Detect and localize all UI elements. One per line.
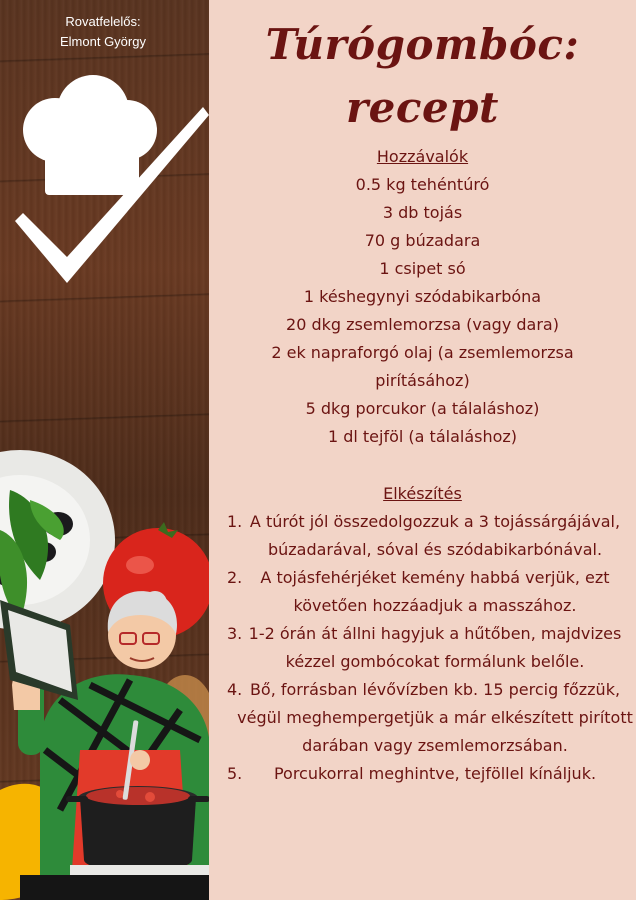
step-text: Bő, forrásban lévővízben kb. 15 percig főzzük, végül meghempergetjük a már elkészített pirított darában vagy zsemlemorzsában. — [237, 680, 633, 755]
grandma-cooking-illustration — [0, 420, 209, 900]
ingredient-item: 20 dkg zsemlemorzsa (vagy dara) — [286, 315, 559, 334]
ingredient-item: 70 g búzadara — [364, 231, 481, 250]
step-text: 1-2 órán át állni hagyjuk a hűtőben, majdvizes kézzel gombócokat formálunk belőle. — [248, 624, 622, 671]
recipe-panel — [209, 0, 636, 900]
editor-credit — [28, 12, 178, 52]
step-number: 1. — [227, 512, 243, 531]
pot-shape — [80, 798, 196, 871]
editor-name: Elmont György — [60, 34, 146, 49]
step-item — [227, 508, 633, 564]
ingredient-item: 5 dkg porcukor (a tálaláshoz) — [305, 399, 540, 418]
ingredient-item: 1 késhegynyi szódabikarbóna — [303, 287, 542, 306]
step-item — [227, 676, 633, 760]
ingredients-heading: Hozzávalók — [376, 147, 469, 166]
ingredient-item: 2 ek napraforgó olaj (a zsemlemorzsa pirításához) — [271, 343, 574, 390]
page-subtitle: recept — [346, 83, 499, 132]
step-number: 2. — [227, 568, 243, 587]
step-text: A tojásfehérjéket kemény habbá verjük, ezt követően hozzáadjuk a masszához. — [260, 568, 610, 615]
preparation-steps — [227, 508, 633, 788]
page-title: Túrógombóc: — [265, 20, 580, 69]
ingredient-item: 1 dl tejföl (a tálaláshoz) — [327, 427, 518, 446]
step-number: 5. — [227, 764, 243, 783]
editor-label: Rovatfelelős: — [65, 14, 141, 29]
ingredient-item: 0.5 kg tehéntúró — [355, 175, 490, 194]
step-number: 4. — [227, 680, 243, 699]
preparation-heading: Elkészítés — [383, 484, 462, 503]
stove-shape — [70, 865, 209, 875]
ingredients-list — [209, 171, 636, 451]
step-item — [227, 564, 633, 620]
step-text: Porcukorral meghintve, tejföllel kínáljuk. — [273, 764, 597, 783]
step-text: A túrót jól összedolgozzuk a 3 tojássárgájával, búzadarával, sóval és szódabikarbónával. — [249, 512, 621, 559]
ingredient-item: 3 db tojás — [382, 203, 463, 222]
chef-hat-check-icon — [15, 75, 209, 290]
ingredient-item: 1 csipet só — [379, 259, 466, 278]
wood-background-panel — [0, 0, 209, 900]
step-number: 3. — [227, 624, 243, 643]
step-item — [227, 760, 633, 788]
step-item — [227, 620, 633, 676]
